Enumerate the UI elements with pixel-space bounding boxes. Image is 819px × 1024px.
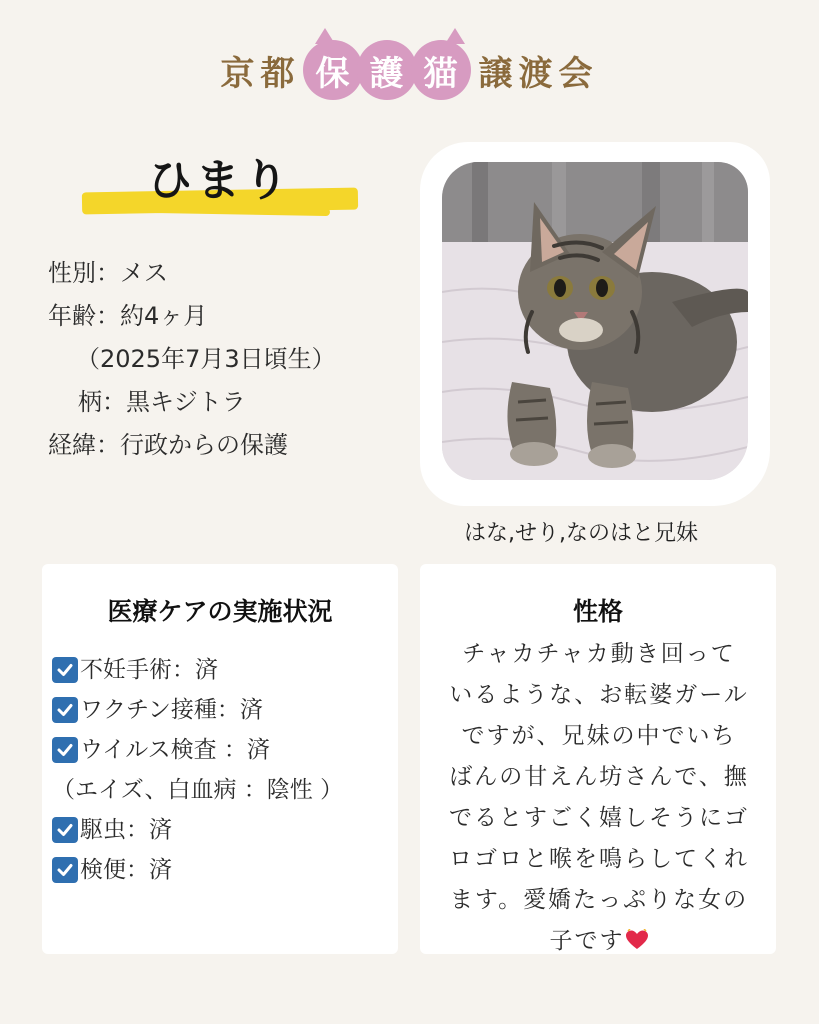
medical-item-text: 駆虫：済 [80,817,172,843]
medical-item-text: ワクチン接種：済 [80,697,263,723]
info-birth: （2025年7月3日頃生） [76,345,336,373]
personality-line: ます。愛嬌たっぷりな女の [449,887,749,913]
list-item [52,730,343,770]
cat-name: ひまり [148,155,292,206]
cat-photo-illustration [442,162,748,480]
list-item [52,850,343,890]
personality-line: ばんの甘えん坊さんで、撫 [449,764,749,790]
header-prefix: 京都 [220,53,301,94]
personality-line: でるとすごく嬉しそうにゴ [449,805,749,831]
info-background: 経緯：行政からの保護 [48,431,288,459]
personality-card [420,564,776,954]
header-bubble: 猫 [411,40,471,100]
personality-line: チャカチャカ動き回って [462,641,736,667]
check-box-icon [52,817,78,843]
personality-text [440,634,758,962]
photo-frame [420,142,770,506]
medical-item-note: （エイズ、白血病 ：陰性 ） [52,777,344,803]
header-suffix: 譲渡会 [478,53,599,94]
info-pattern: 柄：黒キジトラ [78,388,246,416]
personality-line: ロゴロと喉を鳴らしてくれ [449,846,749,872]
header-bubble: 保 [303,40,363,100]
photo-caption: はな,せり,なのはと兄妹 [464,521,698,546]
medical-card [42,564,398,954]
check-box-icon [52,857,78,883]
cat-info [48,252,408,467]
list-item [52,650,343,690]
check-box-icon [52,737,78,763]
check-box-icon [52,657,78,683]
header-bubble-group [309,40,471,100]
info-sex: 性別：メス [48,259,168,287]
cat-photo [442,162,748,480]
list-item [52,770,343,810]
medical-title: 医療ケアの実施状況 [107,597,333,626]
personality-line: いるような、お転婆ガール [449,682,749,708]
heart-icon [625,929,649,951]
info-age: 年齢：約4ヶ月 [48,302,208,330]
personality-last-line [440,921,758,962]
personality-title: 性格 [572,597,623,626]
event-header [0,30,819,110]
medical-item-text: 不妊手術：済 [80,657,218,683]
cat-name-block [80,140,370,230]
list-item [52,690,343,730]
medical-item-text: 検便：済 [80,857,172,883]
list-item [52,810,343,850]
medical-item-text: ウイルス検査 ：済 [80,737,270,763]
medical-list [52,650,343,890]
header-bubble: 護 [357,40,417,100]
personality-line: ですが、兄妹の中でいち [461,723,737,749]
check-box-icon [52,697,78,723]
personality-line: 子です [549,928,625,954]
